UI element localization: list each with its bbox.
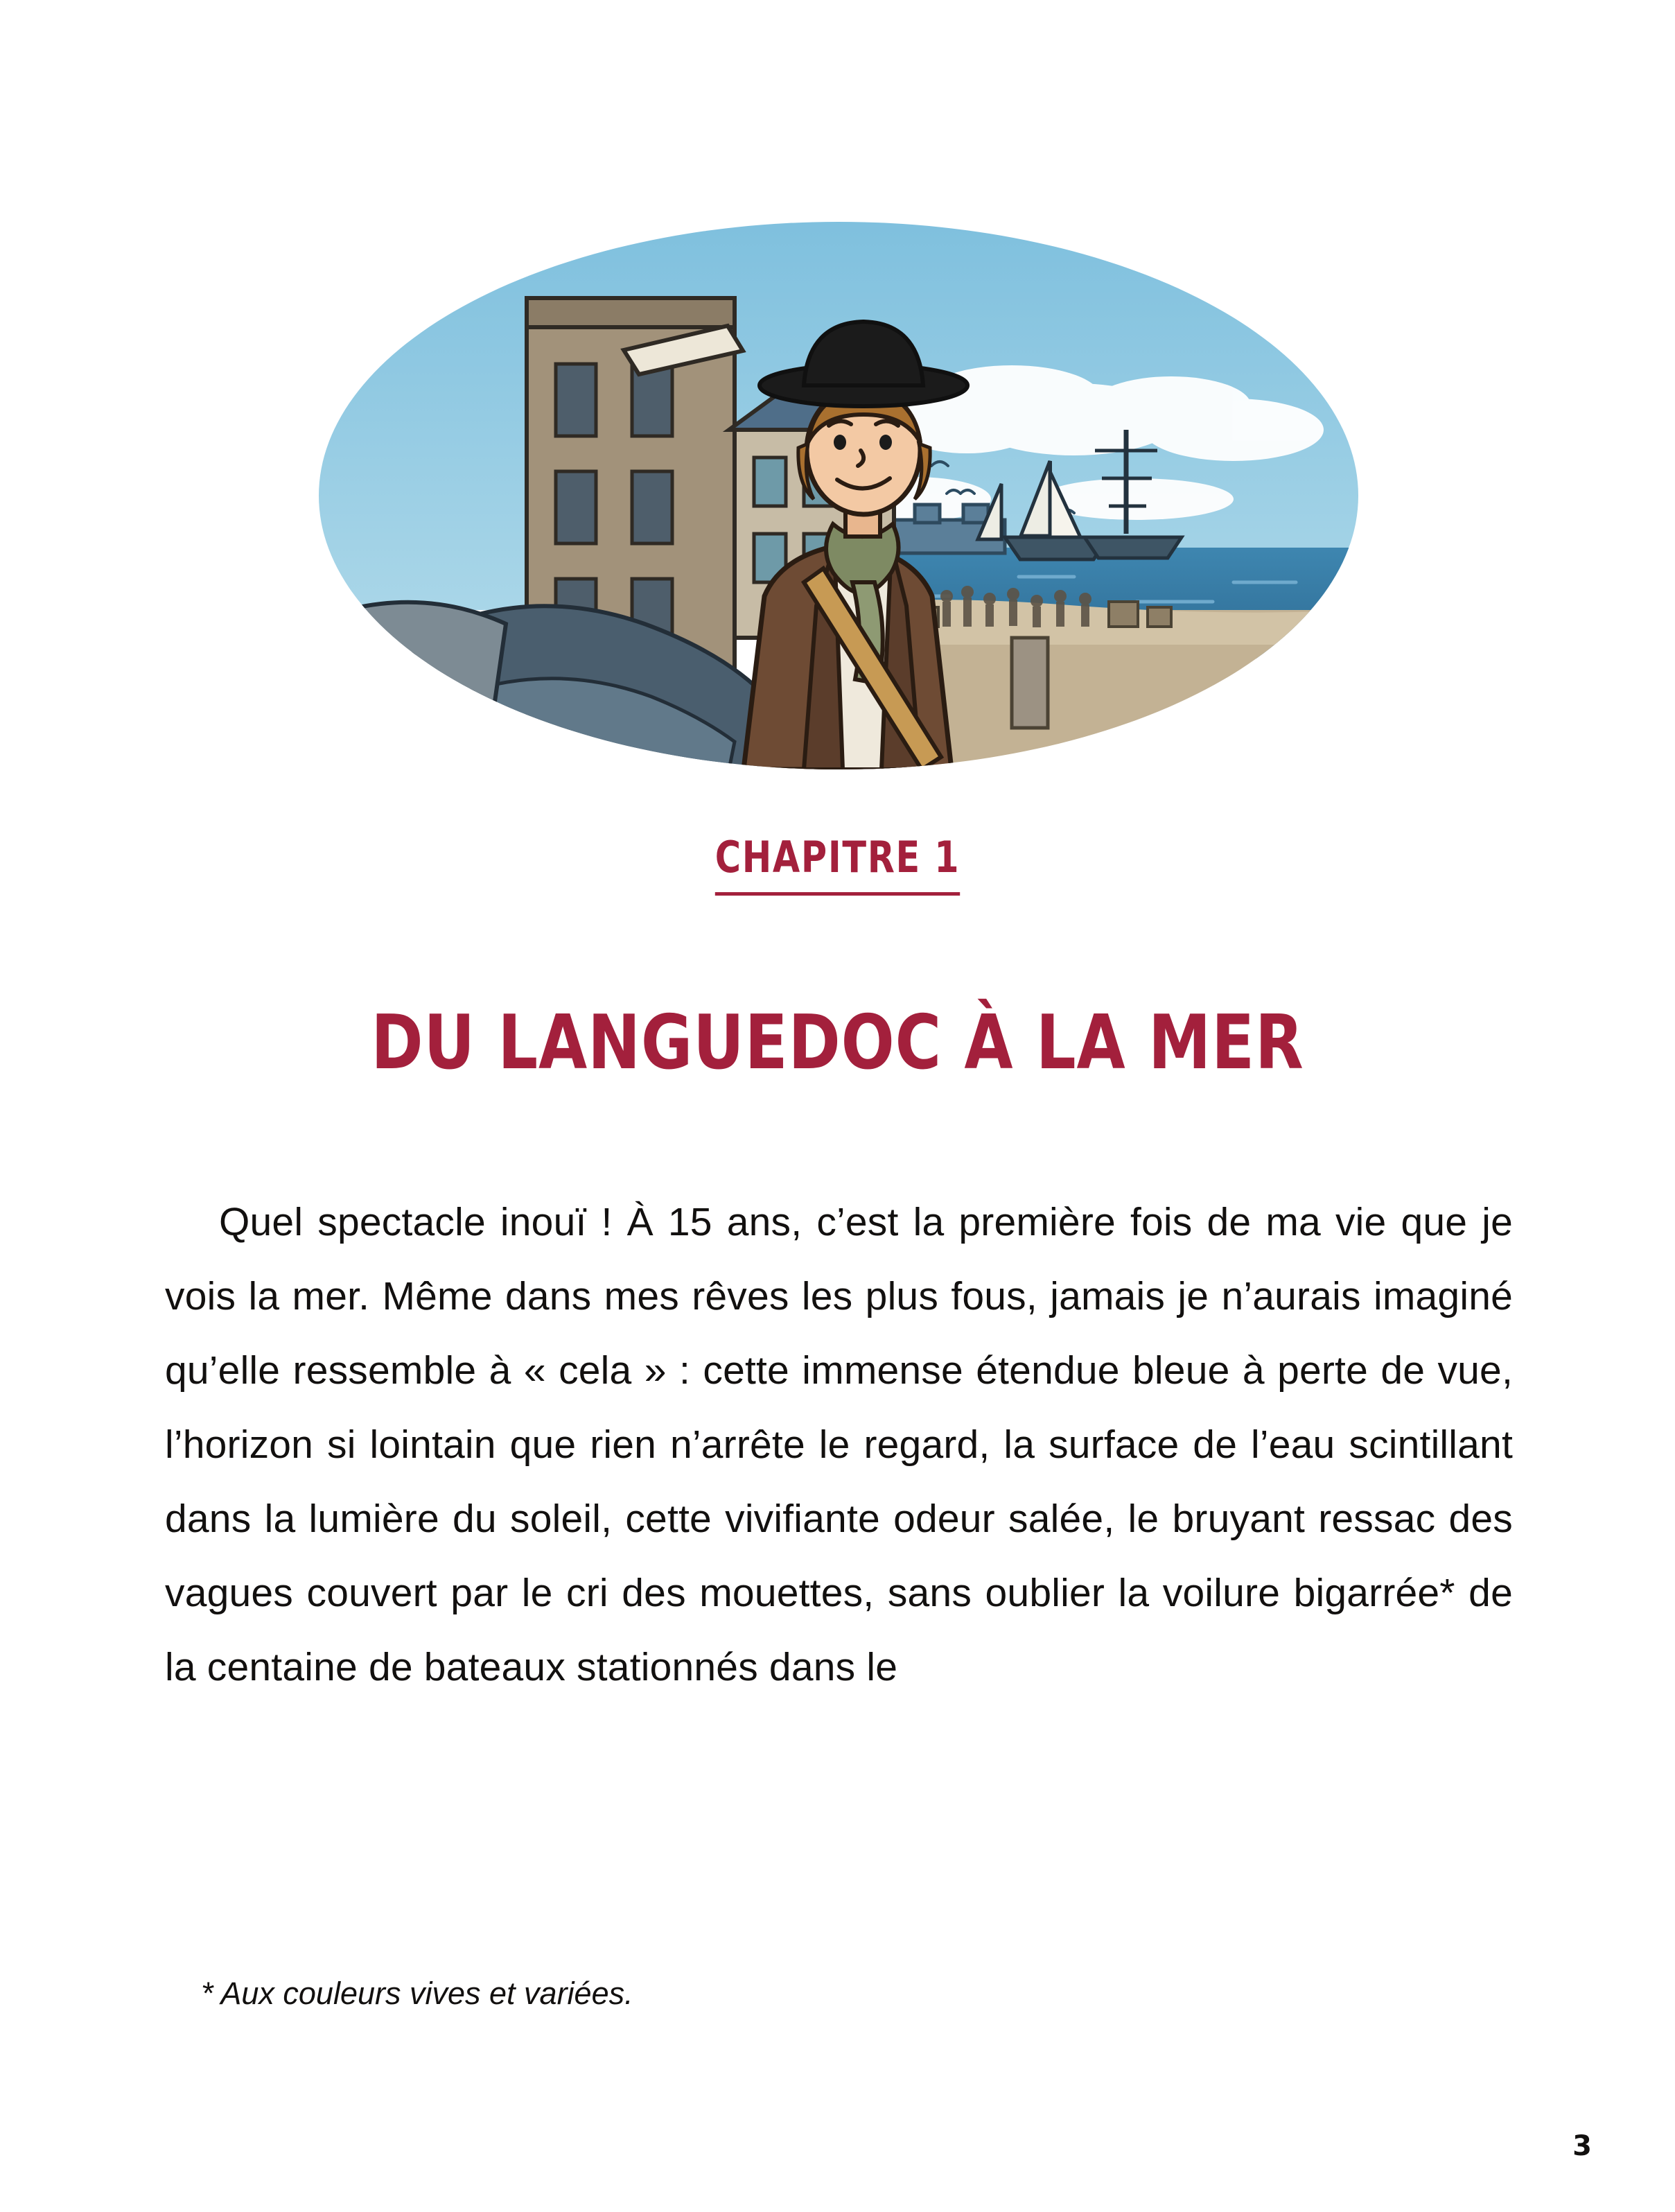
oval-illustration-frame <box>319 222 1358 769</box>
harbour-scene-illustration <box>319 222 1358 769</box>
page-number: 3 <box>1572 2130 1592 2162</box>
body-paragraph: Quel spectacle inouï ! À 15 ans, c’est la première fois de ma vie que je vois la mer. Même dans mes rêves les plus fous, jamais je n’aurais imaginé qu’elle ressemble à « cela » : cette immense étendue bleue à perte de vue, l’horizon si lointain que rien n’arrête le regard, la surface de l’eau scintillant dans la lumière du soleil, cette vivifiante odeur salée, le bruyant ressac des vagues couvert par le cri des mouettes, sans oublier la voilure bigarrée* de la centaine de bateaux stationnés dans le <box>165 1200 1513 1689</box>
footnote: * Aux couleurs vives et variées. <box>201 1976 633 2011</box>
chapter-title: DU LANGUEDOC À LA MER <box>371 1000 1304 1087</box>
body-text <box>165 1185 1513 1705</box>
chapter-label-text: CHAPITRE 1 <box>715 832 960 896</box>
chapter-label <box>151 832 1525 882</box>
chapter-illustration <box>319 222 1358 769</box>
